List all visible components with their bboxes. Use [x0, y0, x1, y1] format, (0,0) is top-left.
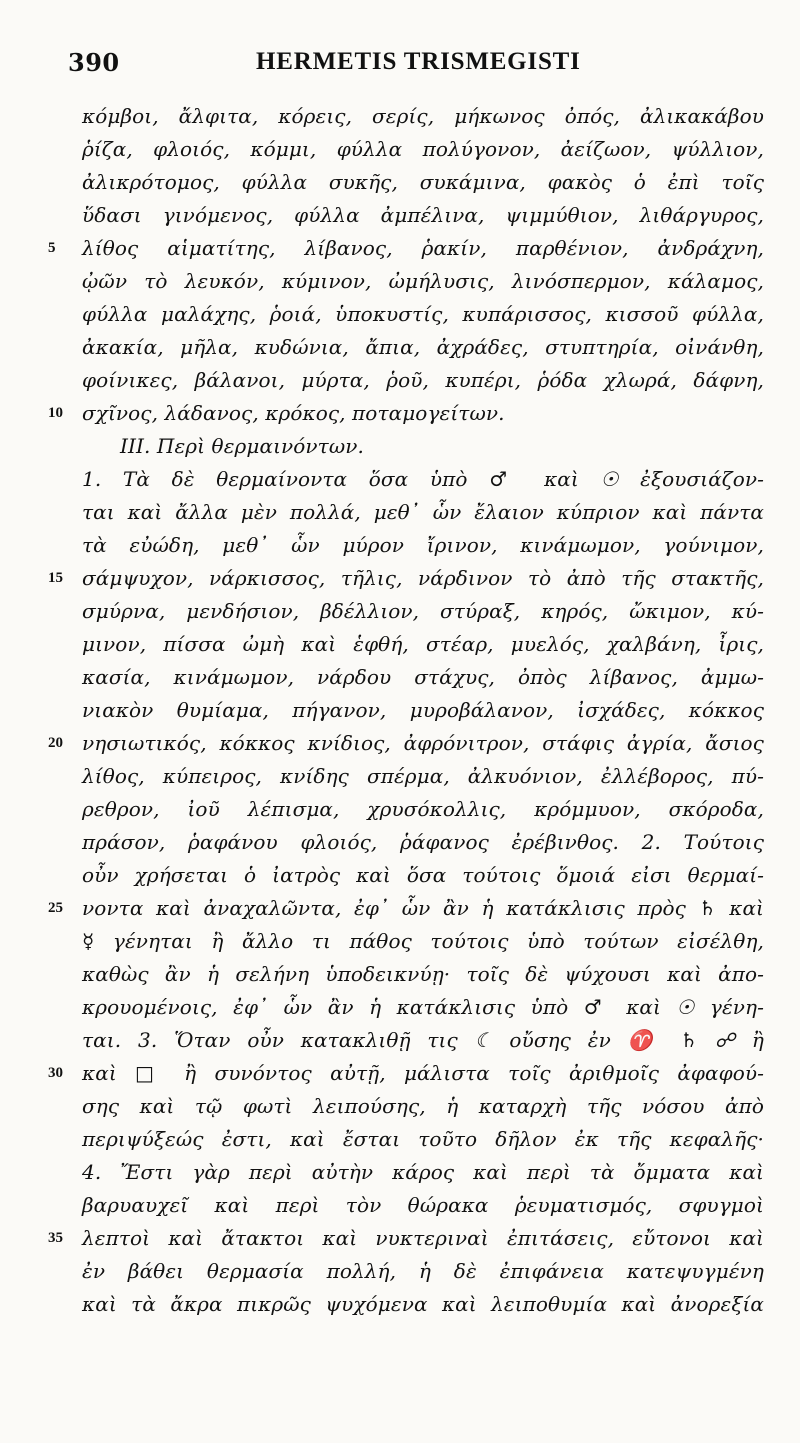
text-line: [0, 298, 800, 331]
line-text: ται καὶ ἄλλα μὲν πολλά, μεθ᾽ ὧν ἔλαιον κύπριον καὶ πάντα: [82, 500, 764, 524]
text-line: [0, 100, 800, 133]
text-line: [0, 1024, 800, 1057]
line-text: λίθος αἱματίτης, λίβανος, ῥακίν, παρθένιον, ἀνδράχνη,: [82, 236, 764, 260]
text-line: [0, 595, 800, 628]
line-text: ὕδασι γινόμενος, φύλλα ἀμπέλινα, ψιμμύθιον, λιθάργυρος,: [82, 203, 764, 227]
line-text: μινον, πίσσα ὠμὴ καὶ ἑφθή, στέαρ, μυελός, χαλβάνη, ἶρις,: [82, 632, 764, 656]
running-title: HERMETIS TRISMEGISTI: [256, 48, 581, 75]
text-line: [0, 628, 800, 661]
running-head: [0, 42, 800, 92]
text-line: [0, 199, 800, 232]
line-number: 35: [48, 1230, 63, 1246]
text-line: [0, 430, 800, 463]
text-line: [0, 232, 800, 265]
line-text: καὶ □ ἢ συνόντος αὐτῇ, μάλιστα τοῖς ἀριθμοῖς ἀφαφού-: [82, 1061, 764, 1085]
text-line: [0, 727, 800, 760]
line-text: κόμβοι, ἄλφιτα, κόρεις, σερίς, μήκωνος ὀπός, ἀλικακάβου: [82, 104, 764, 128]
line-number: 5: [48, 240, 56, 256]
text-line: [0, 760, 800, 793]
line-number: 15: [48, 570, 63, 586]
text-line: [0, 1222, 800, 1255]
text-line: [0, 331, 800, 364]
text-line: [0, 1189, 800, 1222]
text-line: [0, 463, 800, 496]
line-text: φύλλα μαλάχης, ῥοιά, ὑποκυστίς, κυπάρισσος, κισσοῦ φύλλα,: [82, 302, 764, 326]
line-text: βαρυαυχεῖ καὶ περὶ τὸν θώρακα ῥευματισμός, σφυγμοὶ: [82, 1193, 764, 1217]
text-line: [0, 529, 800, 562]
line-text: ρεθρον, ἰοῦ λέπισμα, χρυσόκολλις, κρόμμυον, σκόροδα,: [82, 797, 764, 821]
line-text: σχῖνος, λάδανος, κρόκος, ποταμογείτων.: [82, 401, 505, 425]
line-text: λεπτοὶ καὶ ἄτακτοι καὶ νυκτεριναὶ ἐπιτάσεις, εὔτονοι καὶ: [82, 1226, 764, 1250]
line-text: καὶ τὰ ἄκρα πικρῶς ψυχόμενα καὶ λειποθυμία καὶ ἀνορεξία: [82, 1292, 764, 1316]
text-line: [0, 958, 800, 991]
text-line: [0, 661, 800, 694]
text-line: [0, 859, 800, 892]
line-text: σμύρνα, μενδήσιον, βδέλλιον, στύραξ, κηρός, ὤκιμον, κύ-: [82, 599, 764, 623]
line-text: ☿ γένηται ἢ ἄλλο τι πάθος τούτοις ὑπὸ τούτων εἰσέλθη,: [82, 929, 764, 953]
line-text: σης καὶ τῷ φωτὶ λειπούσης, ἡ καταρχὴ τῆς νόσου ἀπὸ: [82, 1094, 764, 1118]
line-text: νιακὸν θυμίαμα, πήγανον, μυροβάλανον, ἰσχάδες, κόκκος: [82, 698, 764, 722]
line-text: νησιωτικός, κόκκος κνίδιος, ἀφρόνιτρον, στάφις ἀγρία, ἄσιος: [82, 731, 764, 755]
text-line: [0, 694, 800, 727]
line-text: κρουομένοις, ἐφ᾽ ὧν ἂν ἡ κατάκλισις ὑπὸ ♂ καὶ ☉ γένη-: [82, 995, 764, 1019]
line-text: ται. 3. Ὅταν οὖν κατακλιθῇ τις ☾ οὔσης ἐν ♈ ♄ ☍ ἢ: [82, 1028, 764, 1052]
line-number: 25: [48, 900, 63, 916]
line-number: 20: [48, 735, 63, 751]
line-text: πράσον, ῥαφάνου φλοιός, ῥάφανος ἐρέβινθος. 2. Τούτοις: [82, 830, 764, 854]
text-line: [0, 265, 800, 298]
greek-text-body: [0, 100, 800, 1321]
text-line: [0, 892, 800, 925]
line-text: ἐν βάθει θερμασία πολλή, ἡ δὲ ἐπιφάνεια κατεψυγμένη: [82, 1259, 764, 1283]
text-line: [0, 1057, 800, 1090]
text-line: [0, 133, 800, 166]
line-text: σάμψυχον, νάρκισσος, τῆλις, νάρδινον τὸ ἀπὸ τῆς στακτῆς,: [82, 566, 764, 590]
line-text: ἀλικρότομος, φύλλα συκῆς, συκάμινα, φακὸς ὁ ἐπὶ τοῖς: [82, 170, 764, 194]
section-heading: III. Περὶ θερμαινόντων.: [120, 434, 364, 458]
text-line: [0, 925, 800, 958]
line-number: 30: [48, 1065, 63, 1081]
page-number: 390: [68, 48, 120, 77]
text-line: [0, 364, 800, 397]
text-line: [0, 1255, 800, 1288]
line-text: νοντα καὶ ἀναχαλῶντα, ἐφ᾽ ὧν ἂν ἡ κατάκλισις πρὸς ♄ καὶ: [82, 896, 764, 920]
line-text: καθὼς ἂν ἡ σελήνη ὑποδεικνύῃ· τοῖς δὲ ψύχουσι καὶ ἀπο-: [82, 962, 764, 986]
line-text: περιψύξεώς ἐστι, καὶ ἔσται τοῦτο δῆλον ἐκ τῆς κεφαλῆς·: [82, 1127, 764, 1151]
text-line: [0, 826, 800, 859]
line-text: ῥίζα, φλοιός, κόμμι, φύλλα πολύγονον, ἀείζωον, ψύλλιον,: [82, 137, 764, 161]
line-text: φοίνικες, βάλανοι, μύρτα, ῥοῦ, κυπέρι, ῥόδα χλωρά, δάφνη,: [82, 368, 764, 392]
line-text: τὰ εὐώδη, μεθ᾽ ὧν μύρον ἴρινον, κινάμωμον, γούνιμον,: [82, 533, 764, 557]
line-text: κασία, κινάμωμον, νάρδου στάχυς, ὀπὸς λίβανος, ἀμμω-: [82, 665, 764, 689]
line-text: 1. Τὰ δὲ θερμαίνοντα ὅσα ὑπὸ ♂ καὶ ☉ ἐξουσιάζον-: [82, 467, 764, 491]
line-number: 10: [48, 405, 63, 421]
text-line: [0, 1288, 800, 1321]
text-line: [0, 166, 800, 199]
text-line: [0, 793, 800, 826]
line-text: λίθος, κύπειρος, κνίδης σπέρμα, ἀλκυόνιον, ἐλλέβορος, πύ-: [82, 764, 764, 788]
line-text: ᾠῶν τὸ λευκόν, κύμινον, ὠμήλυσις, λινόσπερμον, κάλαμος,: [82, 269, 764, 293]
text-line: [0, 1123, 800, 1156]
text-line: [0, 1156, 800, 1189]
text-line: [0, 991, 800, 1024]
text-line: [0, 397, 800, 430]
text-line: [0, 496, 800, 529]
line-text: οὖν χρήσεται ὁ ἰατρὸς καὶ ὅσα τούτοις ὅμοιά εἰσι θερμαί-: [82, 863, 764, 887]
text-line: [0, 562, 800, 595]
text-line: [0, 1090, 800, 1123]
line-text: 4. Ἔστι γὰρ περὶ αὐτὴν κάρος καὶ περὶ τὰ ὄμματα καὶ: [82, 1160, 764, 1184]
line-text: ἀκακία, μῆλα, κυδώνια, ἄπια, ἀχράδες, στυπτηρία, οἰνάνθη,: [82, 335, 764, 359]
